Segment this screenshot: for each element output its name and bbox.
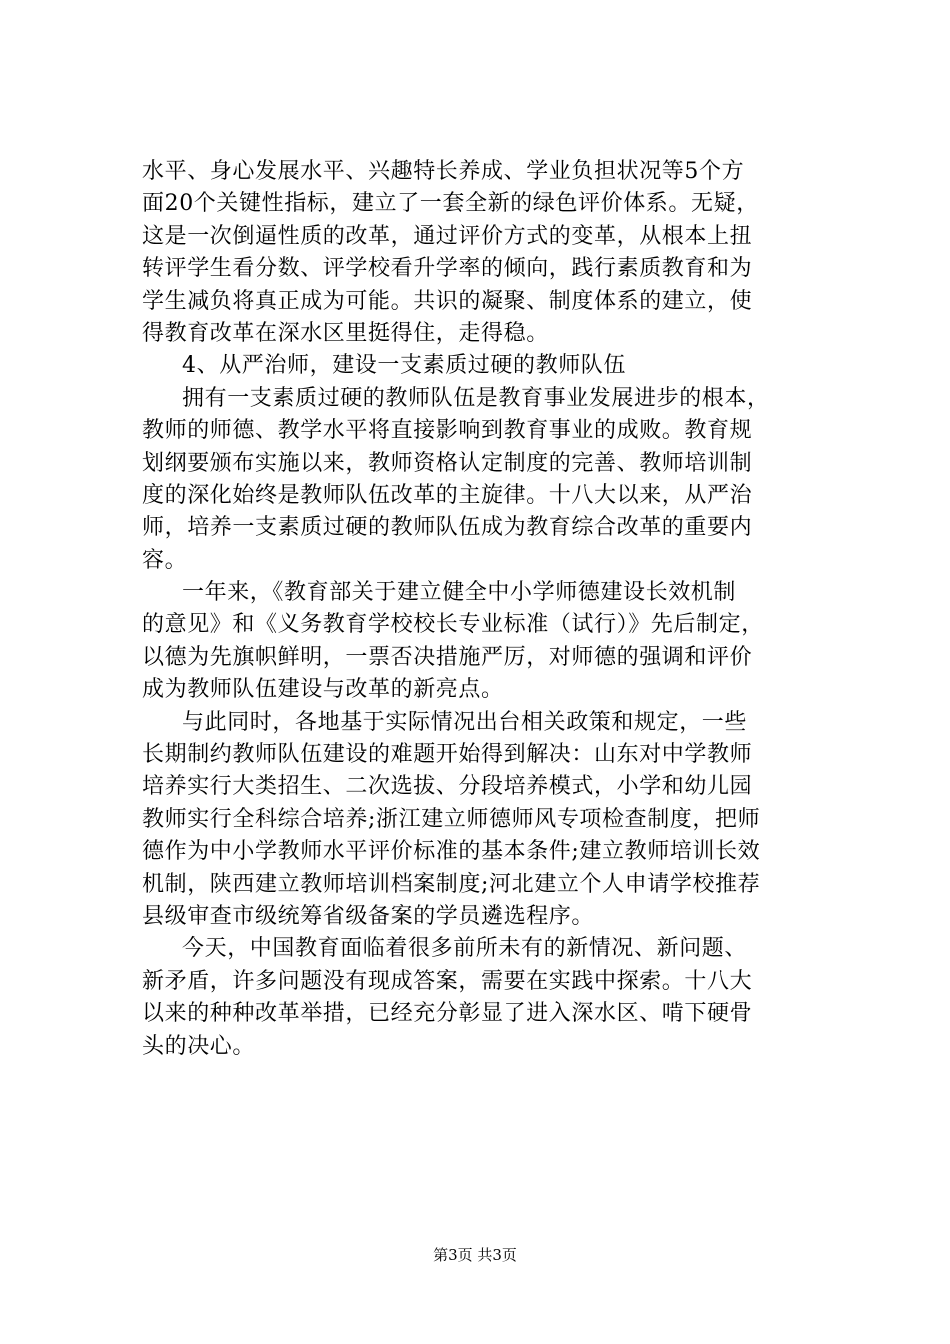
document-body: [142, 156, 810, 1063]
text-line: 一年来，《教育部关于建立健全中小学师德建设长效机制: [182, 580, 737, 606]
text-line: 以德为先旗帜鲜明，一票否决措施严厉，对师德的强调和评价: [142, 644, 753, 670]
section-heading: 4、从严治师，建设一支素质过硬的教师队伍: [182, 353, 626, 379]
text-line: 新矛盾，许多问题没有现成答案，需要在实践中探索。十八大: [142, 968, 753, 994]
text-line: 以来的种种改革举措，已经充分彰显了进入深水区、啃下硬骨: [142, 1001, 753, 1027]
text-line: 今天，中国教育面临着很多前所未有的新情况、新问题、: [182, 936, 748, 962]
text-line: 的意见》和《义务教育学校校长专业标准（试行）》先后制定，: [142, 612, 764, 638]
text-line: 机制，陕西建立教师培训档案制度;河北建立个人申请学校推荐: [142, 871, 761, 897]
text-line: 县级审查市级统筹省级备案的学员遴选程序。: [142, 903, 595, 929]
text-line: 容。: [142, 547, 188, 573]
text-line: 划纲要颁布实施以来，教师资格认定制度的完善、教师培训制: [142, 450, 753, 476]
text-line: 头的决心。: [142, 1033, 256, 1059]
text-line: 转评学生看分数、评学校看升学率的倾向，践行素质教育和为: [142, 256, 753, 282]
text-line: 学生减负将真正成为可能。共识的凝聚、制度体系的建立，使: [142, 288, 753, 314]
text-line: 这是一次倒逼性质的改革，通过评价方式的变革，从根本上扭: [142, 223, 753, 249]
text-line: 长期制约教师队伍建设的难题开始得到解决：山东对中学教师: [142, 742, 753, 768]
text-line: 培养实行大类招生、二次选拔、分段培养模式，小学和幼儿园: [142, 774, 753, 800]
page-footer: 第3页 共3页: [433, 1246, 517, 1264]
text-line: 师，培养一支素质过硬的教师队伍成为教育综合改革的重要内: [142, 515, 753, 541]
text-line: 面20个关键性指标，建立了一套全新的绿色评价体系。无疑，: [142, 191, 759, 217]
text-line: 教师的师德、教学水平将直接影响到教育事业的成败。教育规: [142, 418, 753, 444]
text-line: 成为教师队伍建设与改革的新亮点。: [142, 677, 504, 703]
text-line: 德作为中小学教师水平评价标准的基本条件;建立教师培训长效: [142, 839, 761, 865]
text-line: 与此同时，各地基于实际情况出台相关政策和规定，一些: [182, 709, 748, 735]
text-line: 得教育改革在深水区里挺得住，走得稳。: [142, 320, 549, 346]
text-line: 教师实行全科综合培养;浙江建立师德师风专项检查制度，把师: [142, 806, 761, 832]
text-line: 度的深化始终是教师队伍改革的主旋律。十八大以来，从严治: [142, 482, 753, 508]
text-line: 拥有一支素质过硬的教师队伍是教育事业发展进步的根本，: [182, 385, 770, 411]
text-line: 水平、身心发展水平、兴趣特长养成、学业负担状况等5个方: [142, 159, 745, 184]
